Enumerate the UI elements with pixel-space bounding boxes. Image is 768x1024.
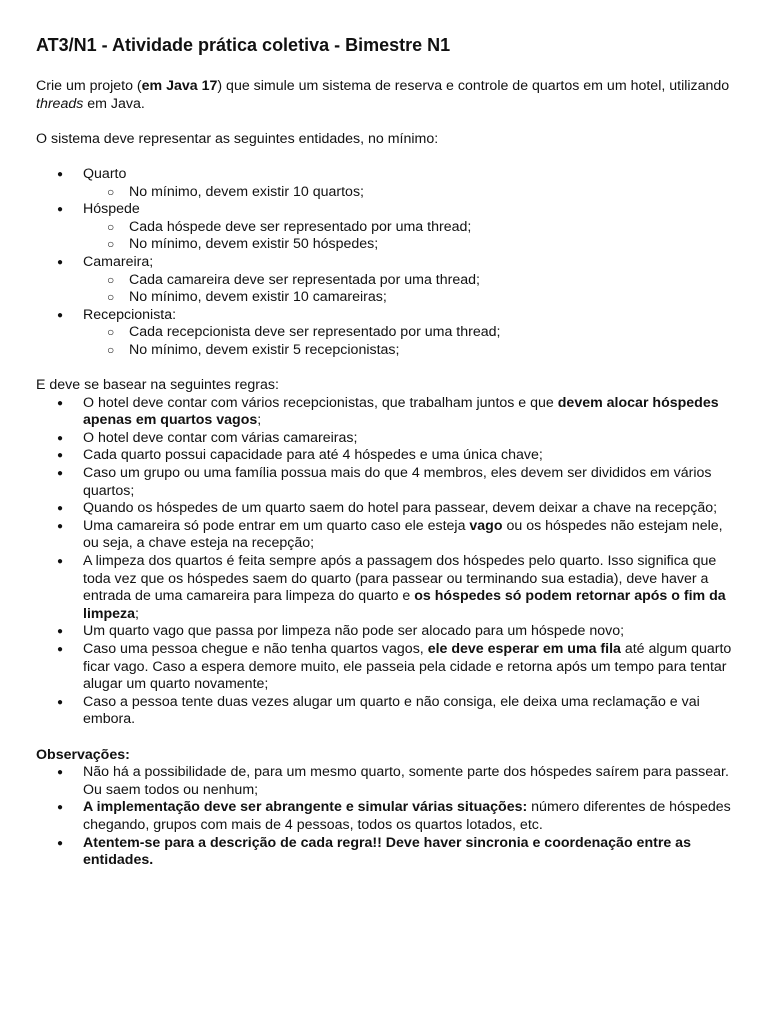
rule-item: ● Cada quarto possui capacidade para até 4 hóspedes e uma única chave; [36, 447, 736, 465]
rule-item [36, 641, 736, 694]
entity-label: Recepcionista: [83, 306, 177, 323]
rule-item [36, 395, 736, 430]
intro-java-version: em Java 17 [141, 78, 218, 94]
entity-subitem: ○ Cada camareira deve ser representada por uma thread; [83, 272, 736, 290]
observations-heading: Observações: [36, 746, 130, 763]
rule-emphasis: ele deve esperar em uma fila [427, 641, 621, 657]
observations-list [36, 764, 736, 870]
rule-text: ou os hóspedes não estejam nele, ou seja, a chave esteja na recepção; [83, 517, 723, 552]
rule-text: O hotel deve contar com vários recepcionistas, que trabalham juntos e que [83, 394, 558, 411]
entity-sublist [83, 324, 736, 359]
intro-threads: threads [36, 95, 84, 112]
entity-subitem: ○ No mínimo, devem existir 10 camareiras; [83, 289, 736, 307]
rule-text: Caso uma pessoa chegue e não tenha quartos vagos, [83, 641, 428, 657]
intro-text-2: ) que simule um sistema de reserva e controle de quartos em um hotel, utilizando [217, 78, 730, 94]
rule-item: ● O hotel deve contar com várias camareiras; [36, 430, 736, 448]
entity-item [36, 307, 736, 360]
observations-title [36, 747, 736, 765]
intro-text-1: Crie um projeto ( [36, 78, 142, 94]
entity-sublist [83, 272, 736, 307]
observation-item [36, 835, 736, 870]
entity-subitem: ○ No mínimo, devem existir 10 quartos; [83, 184, 736, 202]
entity-subitem: ○ No mínimo, devem existir 5 recepcionistas; [83, 342, 736, 360]
entity-item [36, 201, 736, 254]
entity-sublist [83, 219, 736, 254]
rule-item [36, 553, 736, 623]
rule-text: ; [257, 412, 262, 429]
entity-label: Quarto [83, 165, 127, 182]
document-title: AT3/N1 - Atividade prática coletiva - Bimestre N1 [36, 35, 451, 55]
rule-text: até algum quarto ficar vago. Caso a espera demore muito, ele passeia pela cidade e retorna após um tempo para tentar alugar um quarto novamente; [83, 641, 732, 693]
rule-item: ● Caso a pessoa tente duas vezes alugar um quarto e não consiga, ele deixa uma reclamação e vai embora. [36, 694, 736, 729]
entity-subitem: ○ No mínimo, devem existir 50 hóspedes; [83, 236, 736, 254]
observation-emphasis: Atentem-se para a descrição de cada regra!! Deve haver sincronia e coordenação entre as entidades. [83, 834, 691, 869]
entity-item [36, 166, 736, 201]
rule-emphasis: devem alocar hóspedes apenas em quartos vagos [83, 394, 719, 429]
rules-intro: E deve se basear na seguintes regras: [36, 377, 279, 394]
intro-paragraph [36, 78, 736, 113]
rules-list [36, 395, 736, 729]
rule-text: Uma camareira só pode entrar em um quarto caso ele esteja [83, 517, 470, 534]
document-page [36, 34, 736, 870]
observation-item [36, 799, 736, 834]
entities-intro: O sistema deve representar as seguintes entidades, no mínimo: [36, 130, 439, 147]
rule-emphasis: vago [469, 517, 503, 534]
rule-item [36, 518, 736, 553]
entities-list [36, 166, 736, 360]
observation-item: ● Não há a possibilidade de, para um mesmo quarto, somente parte dos hóspedes saírem para passear. Ou saem todos ou nenhum; [36, 764, 736, 799]
entity-item [36, 254, 736, 307]
entity-subitem: ○ Cada recepcionista deve ser representado por uma thread; [83, 324, 736, 342]
observation-emphasis: A implementação deve ser abrangente e simular várias situações: [83, 799, 528, 816]
rule-text: A limpeza dos quartos é feita sempre após a passagem dos hóspedes pelo quarto. Isso significa que toda vez que os hóspedes saem do quarto (para passear ou terminando sua estadia), deve haver a entrada de uma camareira para limpeza do quarto e [83, 553, 717, 605]
entity-subitem: ○ Cada hóspede deve ser representado por uma thread; [83, 219, 736, 237]
entity-sublist [83, 184, 736, 202]
rule-item: ● Um quarto vago que passa por limpeza não pode ser alocado para um hóspede novo; [36, 623, 736, 641]
entity-label: Hóspede [83, 201, 140, 218]
intro-text-3: em Java. [83, 95, 145, 112]
rule-text: ; [135, 605, 139, 622]
observation-text: número diferentes de hóspedes chegando, grupos com mais de 4 pessoas, todos os quartos lotados, etc. [83, 799, 731, 833]
rule-item: ● Quando os hóspedes de um quarto saem do hotel para passear, devem deixar a chave na recepção; [36, 500, 736, 518]
rule-item: ● Caso um grupo ou uma família possua mais do que 4 membros, eles devem ser divididos em vários quartos; [36, 465, 736, 500]
rule-emphasis: os hóspedes só podem retornar após o fim da limpeza [83, 588, 726, 622]
entity-label: Camareira; [83, 253, 154, 270]
